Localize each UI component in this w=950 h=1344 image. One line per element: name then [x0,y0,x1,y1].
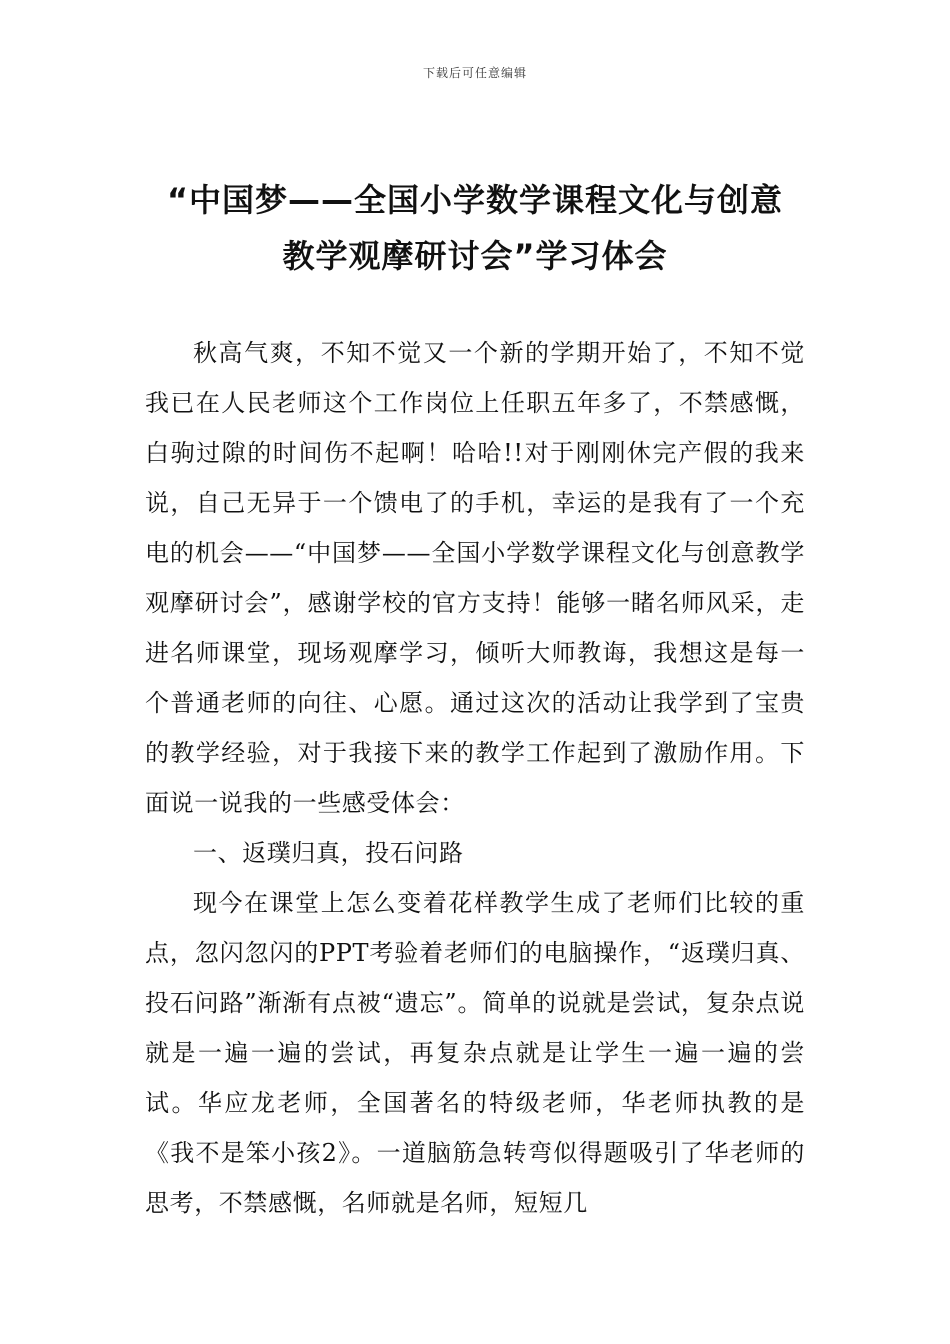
document-body [145,328,805,1228]
title-line-2: 教学观摩研讨会”学习体会 [282,237,668,275]
page-header-note: 下载后可任意编辑 [422,66,527,80]
paragraph-intro: 秋高气爽，不知不觉又一个新的学期开始了，不知不觉我已在人民老师这个工作岗位上任职五年多了，不禁感慨，白驹过隙的时间伤不起啊！哈哈!!对于刚刚休完产假的我来说，自己无异于一个馈电了的手机，幸运的是我有了一个充电的机会——“中国梦——全国小学数学课程文化与创意教学观摩研讨会”，感谢学校的官方支持！能够一睹名师风采，走进名师课堂，现场观摩学习，倾听大师教诲，我想这是每一个普通老师的向往、心愿。通过这次的活动让我学到了宝贵的教学经验，对于我接下来的教学工作起到了激励作用。下面说一说我的一些感受体会： [145,339,805,817]
section-heading-1: 一、返璞归真，投石问路 [193,839,464,867]
title-line-1: “中国梦——全国小学数学课程文化与创意 [166,181,784,219]
document-title [120,172,830,284]
paragraph-section-1: 现今在课堂上怎么变着花样教学生成了老师们比较的重点，忽闪忽闪的PPT考验着老师们的电脑操作，“返璞归真、投石问路”渐渐有点被“遗忘”。简单的说就是尝试，复杂点说就是一遍一遍的尝试，再复杂点就是让学生一遍一遍的尝试。华应龙老师，全国著名的特级老师，华老师执教的是《我不是笨小孩2》。一道脑筋急转弯似得题吸引了华老师的思考，不禁感慨，名师就是名师，短短几 [145,889,805,1217]
